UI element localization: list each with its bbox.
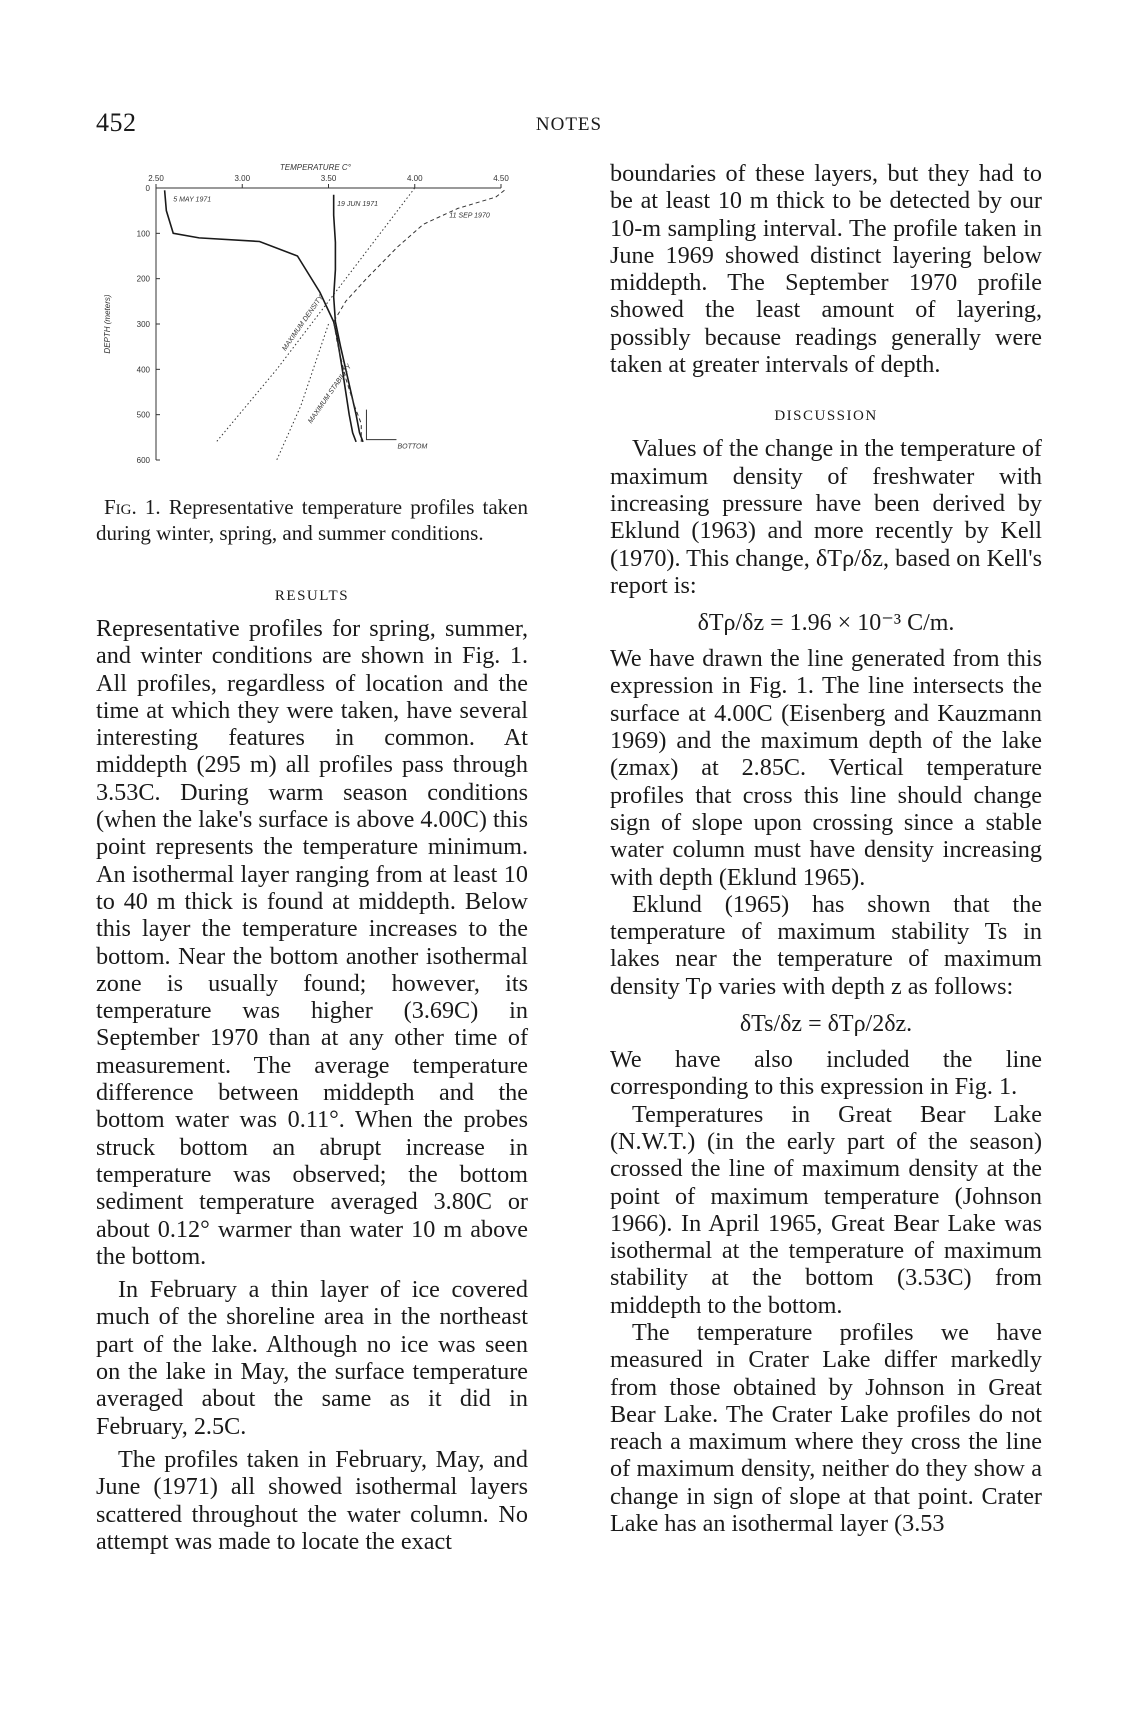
y-tick-label: 200 [136,274,150,284]
discussion-paragraph-5: Temperatures in Great Bear Lake (N.W.T.) (in the early part of the season) crossed the line of maximum density at the point of maximum temperature (Johnson 1966). In April 1965, Great Bear Lake was isothermal at the temperature of maximum stability at the bottom (3.53C) from middepth to the bottom. [610,1100,1042,1319]
annotation-bottom: BOTTOM [397,443,428,451]
y-tick-label: 600 [136,456,150,465]
x-tick-label: 3.00 [234,174,251,183]
discussion-paragraph-1: Values of the change in the temperature of maximum density of freshwater with increasing pressure have been derived by Eklund (1963) and more recently by Kell (1970). This change, δTρ/δz, based on Kell's report is: [610,435,1042,599]
x-axis-label: TEMPERATURE C° [279,163,351,172]
results-paragraph-1: Representative profiles for spring, summer, and winter conditions are shown in Fig. 1. All profiles, regardless of location and the time at which they were taken, have several interesting features in common. At middepth (295 m) all profiles pass through 3.53C. During warm season conditions (when the lake's surface is above 4.00C) this point represents the temperature minimum. An isothermal layer ranging from at least 10 to 40 m thick is found at middepth. Below this layer the temperature increases to the bottom. Near the bottom another isothermal zone is usually found; however, its temperature was higher (3.69C) in September 1970 than at any other time of measurement. The average temperature difference between middepth and the bottom water was 0.11°. When the probes struck bottom an abrupt increase in temperature was observed; the bottom sediment temperature averaged 3.80C or about 0.12° warmer than water 10 m above the bottom. [96,615,528,1270]
annotation-maximum-stability: MAXIMUM STABILITY [307,363,354,425]
figure-caption-label: Fig. 1. [104,495,161,519]
page-number: 452 [96,108,137,137]
temperature-depth-chart [96,160,528,490]
y-tick-label: 300 [136,320,150,329]
results-paragraph-2: In February a thin layer of ice covered much of the shoreline area in the northeast part of the lake. Although no ice was seen on the lake in May, the surface temperature averaged about the same as it did in February, 2.5C. [96,1276,528,1440]
running-head: NOTES [535,114,603,135]
y-tick-label: 400 [136,365,150,375]
equation-2: δTs/δz = δTρ/2δz. [739,1011,913,1038]
discussion-paragraph-3: Eklund (1965) has shown that the temperature of maximum stability Ts in lakes near the temperature of maximum density Tρ varies with depth z as follows: [610,890,1042,1000]
x-tick-label: 3.50 [320,174,337,183]
y-tick-label: 0 [145,184,150,193]
y-tick-label: 500 [136,410,150,420]
x-tick-label: 4.50 [493,174,509,183]
y-tick-label: 100 [136,229,150,239]
figure-1 [96,160,528,490]
discussion-paragraph-4: We have also included the line corresponding to this expression in Fig. 1. [610,1046,1042,1101]
x-tick-label: 4.00 [406,174,423,183]
discussion-paragraph-2: We have drawn the line generated from this expression in Fig. 1. The line intersects the surface at 4.00C (Eisenberg and Kauzmann 1969) and the maximum depth of the lake (zmax) at 2.85C. Vertical temperature profiles that cross this line should change sign of slope upon crossing since a stable water column must have density increasing with depth (Eklund 1965). [610,645,1042,891]
discussion-paragraph-6: The temperature profiles we have measured in Crater Lake differ markedly from those obtained by Johnson in Great Bear Lake. The Crater Lake profiles do not reach a maximum where they cross the line of maximum density, neither do they show a change in sign of slope at that point. Crater Lake has an isothermal layer (3.53 [610,1318,1042,1538]
discussion-heading: DISCUSSION [774,408,878,425]
annotation-19-jun-1971: 19 JUN 1971 [337,201,378,209]
annotation-5-may-1971: 5 MAY 1971 [173,196,212,204]
right-column [610,160,1042,1537]
figure-caption [96,494,528,546]
x-tick-label: 2.50 [148,174,164,183]
results-heading: RESULTS [274,588,350,604]
results-paragraph-3: The profiles taken in February, May, and June (1971) all showed isothermal layers scattered throughout the water column. No attempt was made to locate the exact [96,1445,528,1555]
left-column [96,160,528,1555]
y-axis-label: DEPTH (meters) [103,294,112,354]
annotation-maximum-density: MAXIMUM DENSITY [281,294,325,353]
series-line-11-sep-1970 [334,190,505,442]
figure-caption-text: Representative temperature profiles taken during winter, spring, and summer conditions. [96,495,528,545]
continued-paragraph: boundaries of these layers, but they had to be at least 10 m thick to be detected by our 10-m sampling interval. The profile taken in June 1969 showed distinct layering below middepth. The September 1970 profile showed the least amount of layering, possibly because readings generally were taken at greater intervals of depth. [610,160,1042,379]
bottom-marker [366,410,396,440]
equation-1: δTρ/δz = 1.96 × 10⁻³ C/m. [697,610,955,637]
series-line-maximum-density [216,188,414,442]
annotation-11-sep-1970: 11 SEP 1970 [449,212,490,220]
